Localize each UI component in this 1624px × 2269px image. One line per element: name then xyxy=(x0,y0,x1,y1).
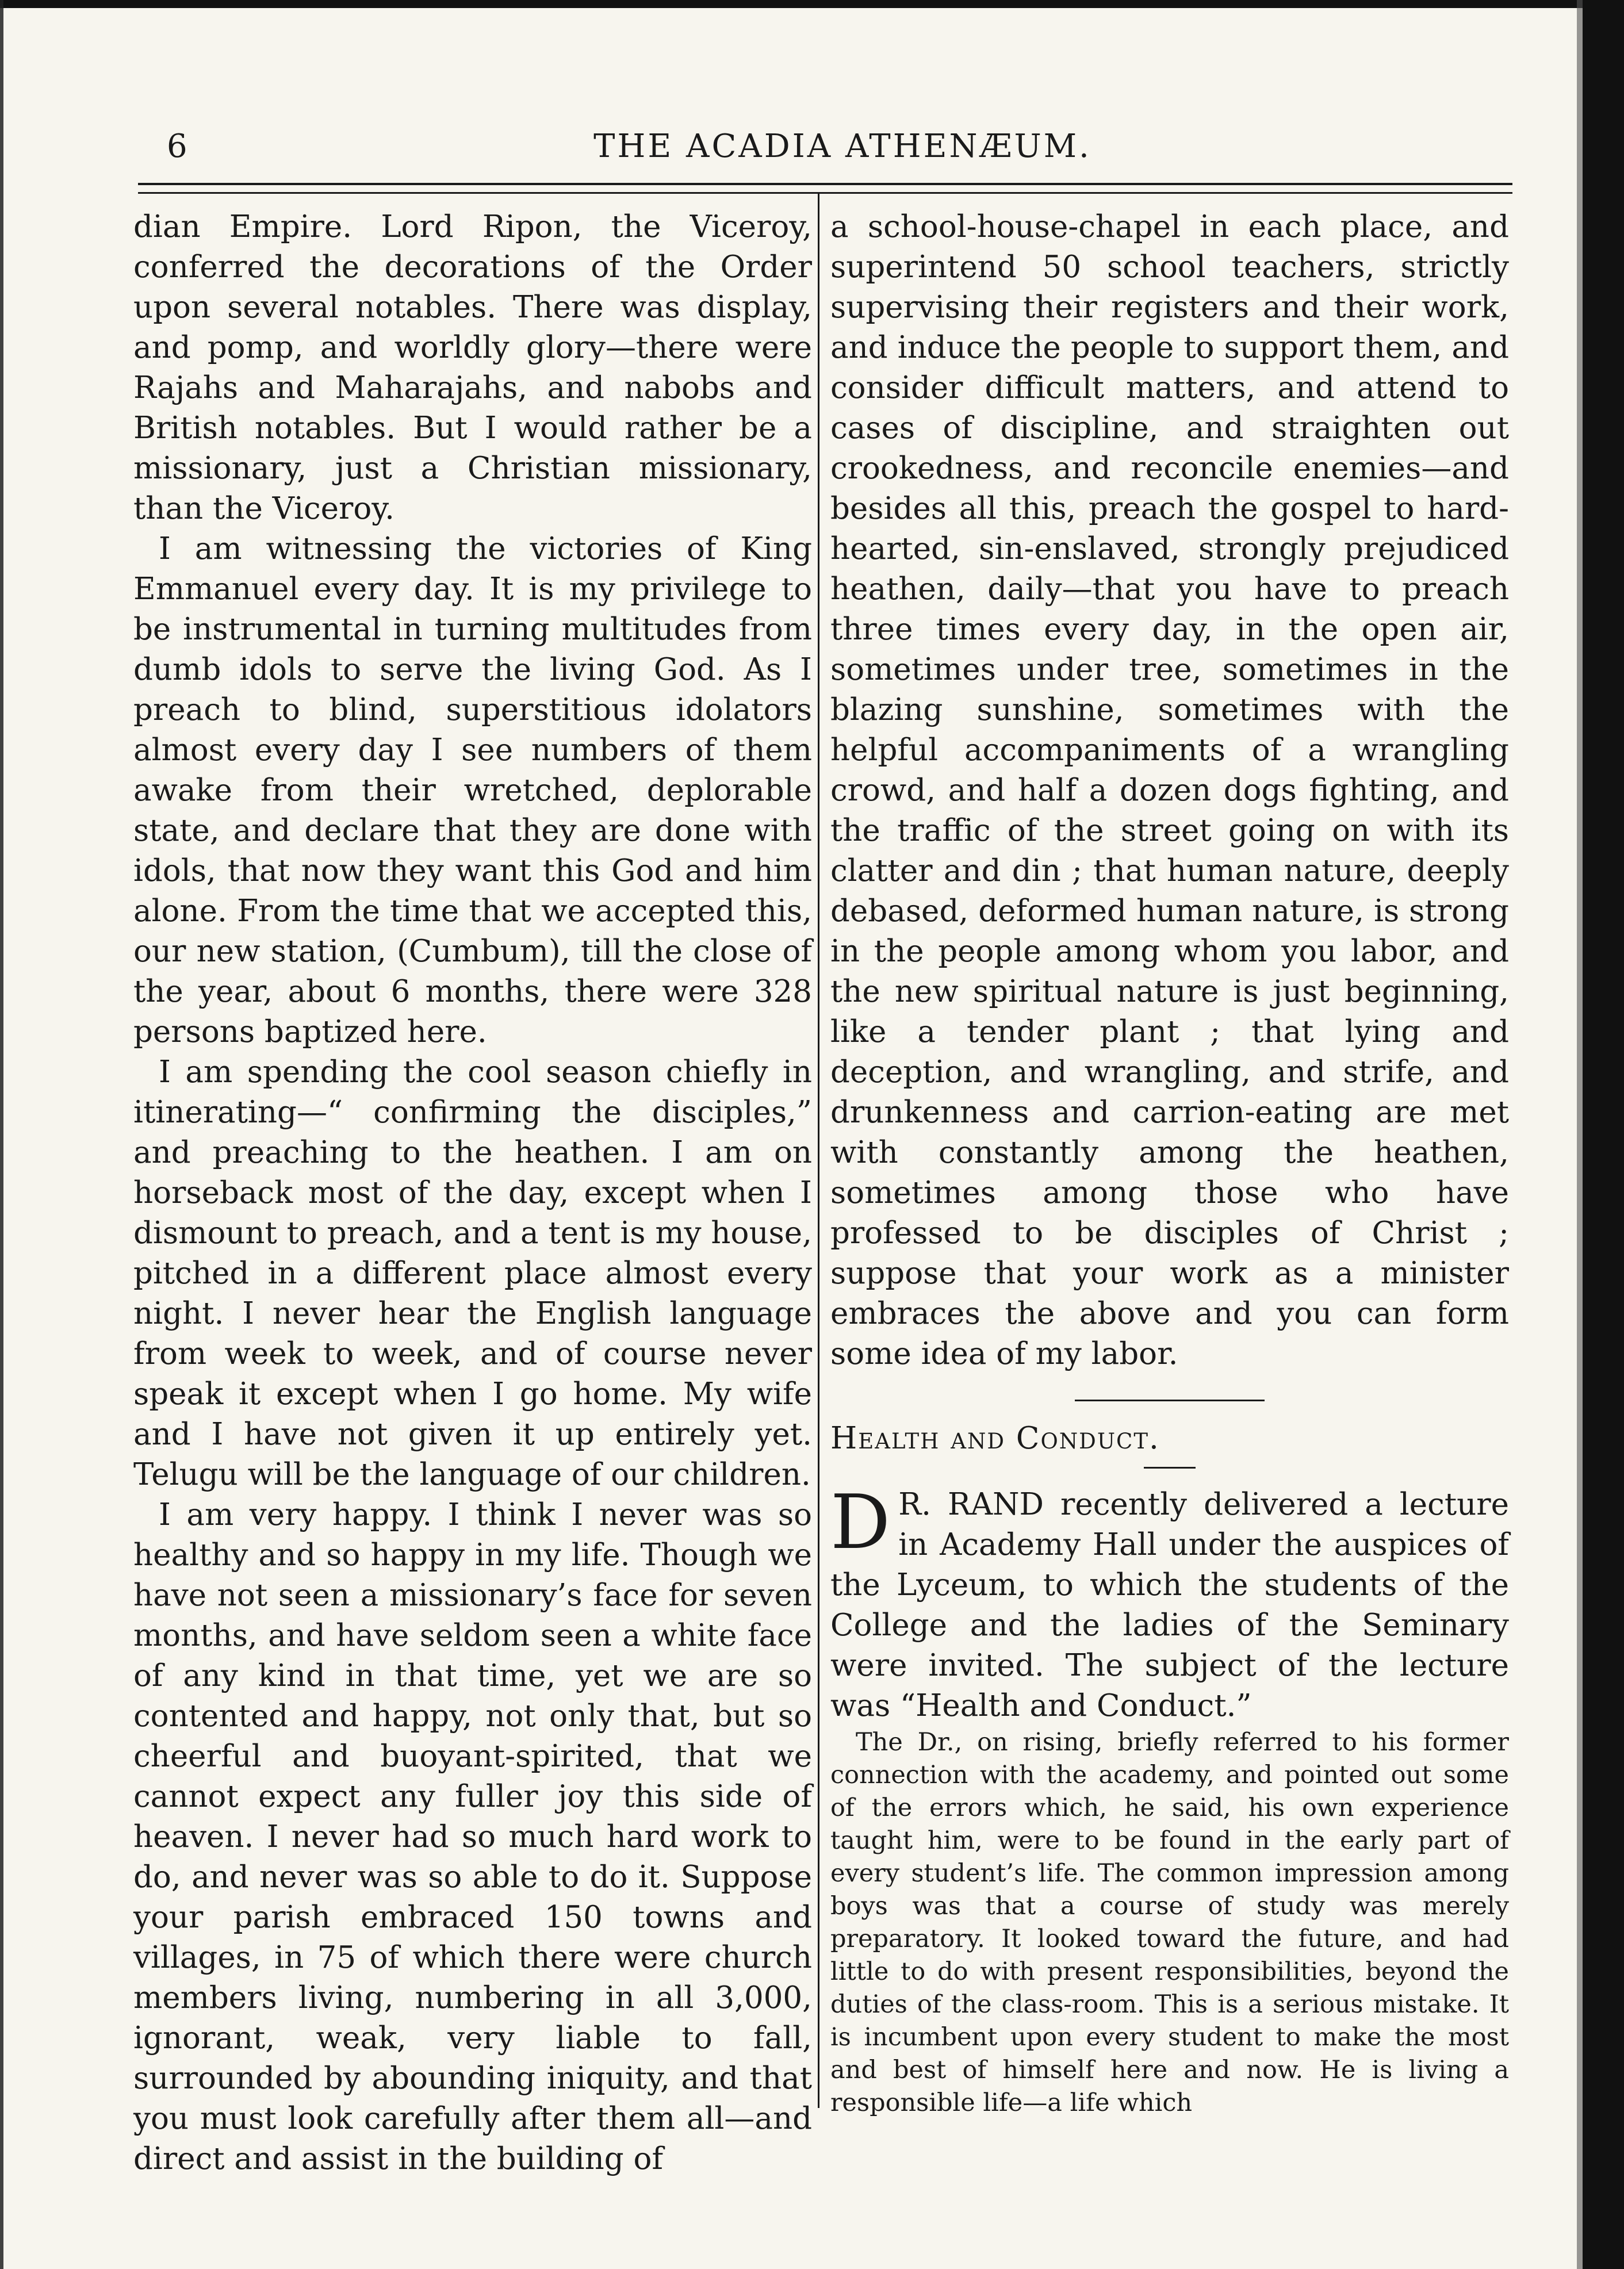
right-paragraph-continued: a school-house-chapel in each place, and superintend 50 school teachers, strictly supervising their registers and their work, and induce the people to support them, and consider difficult matters, and attend to cases of discipline, and straighten out crookedness, and reconcile enemies—and besides all this, preach the gospel to hard-hearted, sin-enslaved, strongly prejudiced heathen, daily—that you have to preach three times every day, in the open air, sometimes under tree, sometimes in the blazing sunshine, sometimes with the helpful accompaniments of a wrangling crowd, and half a dozen dogs fighting, and the traffic of the street going on with its clatter and din ; that human nature, deeply debased, deformed human nature, is strong in the people among whom you labor, and the new spiritual nature is just beginning, like a tender plant ; that lying and deception, and wrangling, and strife, and drunkenness and carrion-eating are met with constantly among the heathen, sometimes among those who have professed to be disciples of Christ ; suppose that your work as a minister embraces the above and you can form some idea of my labor. xyxy=(830,209,1509,1371)
page-number: 6 xyxy=(167,128,187,165)
heading-underline xyxy=(1144,1467,1196,1469)
column-divider xyxy=(818,193,819,2108)
scan-right-edge xyxy=(1583,0,1624,2269)
section-heading: Health and Conduct. xyxy=(830,1421,1160,1456)
scan-binding-shadow xyxy=(1577,0,1583,2269)
running-title: THE ACADIA ATHENÆUM. xyxy=(593,128,1091,165)
right-column xyxy=(830,207,1509,2119)
left-paragraph-2: I am witnessing the victories of King Emmanuel every day. It is my privilege to be instrumental in turning multitudes from dumb idols to serve the living God. As I preach to blind, superstitious idolators almost every day I see numbers of them awake from their wretched, deplorable state, and declare that they are done with idols, that now they want this God and him alone. From the time that we accepted this, our new station, (Cumbum), till the close of the year, about 6 months, there were 328 persons baptized here. xyxy=(133,531,812,1049)
lecture-body xyxy=(830,1726,1509,2119)
header-rule-top xyxy=(138,183,1512,185)
scan-left-edge xyxy=(0,0,3,2269)
lecture-lead-text: R. RAND recently delivered a lecture in Academy Hall under the auspices of the Lyceum, to which the students of the College and the ladies of the Seminary were invited. The subject of the lecture was “Health and Conduct.” xyxy=(830,1487,1509,1723)
left-paragraph-1: dian Empire. Lord Ripon, the Viceroy, conferred the decorations of the Order upon several notables. There was display, and pomp, and worldly glory—there were Rajahs and Maharajahs, and nabobs and British notables. But I would rather be a missionary, just a Christian missionary, than the Viceroy. xyxy=(133,209,812,526)
scan-top-edge xyxy=(0,0,1624,8)
left-paragraph-4: I am very happy. I think I never was so healthy and so happy in my life. Though we have not seen a missionary’s face for seven months, and have seldom seen a white face of any kind in that time, yet we are so contented and happy, not only that, but so cheerful and buoyant-spirited, that we cannot expect any fuller joy this side of heaven. I never had so much hard work to do, and never was so able to do it. Suppose your parish embraced 150 towns and villages, in 75 of which there were church members living, numbering in all 3,000, ignorant, weak, very liable to fall, surrounded by abounding iniquity, and that you must look carefully after them all—and direct and assist in the building of xyxy=(133,1497,812,2176)
page-header xyxy=(167,128,1518,168)
left-paragraph-3: I am spending the cool season chiefly in itinerating—“ confirming the disciples,” and preaching to the heathen. I am on horseback most of the day, except when I dismount to preach, and a tent is my house, pitched in a different place almost every night. I never hear the English language from week to week, and of course never speak it except when I go home. My wife and I have not given it up entirely yet. Telugu will be the language of our children. xyxy=(133,1055,812,1492)
lecture-lead-paragraph xyxy=(830,1478,1509,1726)
lecture-body-paragraph: The Dr., on rising, briefly referred to his former connection with the academy, and pointed out some of the errors which, he said, his own experience taught him, were to be found in the early part of every student’s life. The common impression among boys was that a course of study was merely preparatory. It looked toward the future, and had little to do with present responsibilities, beyond the duties of the class-room. This is a serious mistake. It is incumbent upon every student to make the most and best of himself here and now. He is living a responsible life—a life which xyxy=(830,1728,1509,2117)
section-separator xyxy=(1075,1400,1265,1401)
header-rule-bottom xyxy=(138,192,1512,194)
left-column xyxy=(133,207,812,2179)
drop-cap: D xyxy=(830,1478,891,1566)
